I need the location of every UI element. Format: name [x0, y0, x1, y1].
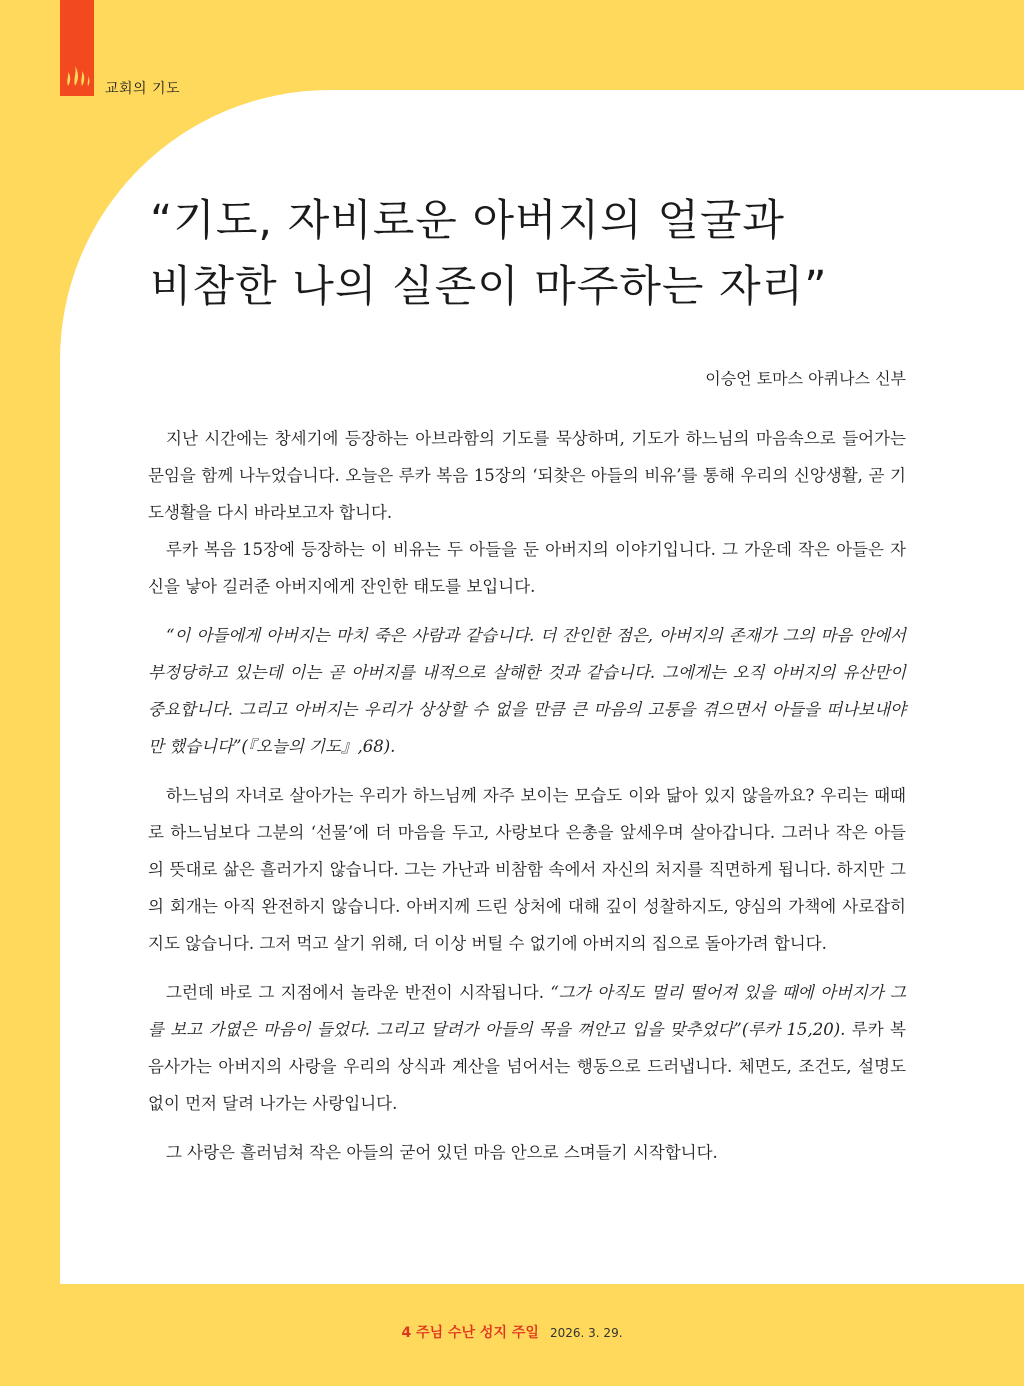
- title-line-1: “기도, 자비로운 아버지의 얼굴과: [150, 196, 785, 246]
- paragraph-3: 하느님의 자녀로 살아가는 우리가 하느님께 자주 보이는 모습도 이와 닮아 있지 않을까요? 우리는 때때로 하느님보다 그분의 ‘선물’에 더 마음을 두고, 사랑보다 은총을 앞세우며 살아갑니다. 그러나 작은 아들의 뜻대로 삶은 흘러가지 않습니다. 그는 가난과 비참함 속에서 자신의 처지를 직면하게 됩니다. 하지만 그의 회개는 아직 완전하지 않습니다. 아버지께 드린 상처에 대해 깊이 성찰하지도, 양심의 가책에 사로잡히지도 않습니다. 그저 먹고 살기 위해, 더 이상 버틸 수 없기에 아버지의 집으로 돌아가려 합니다.: [148, 786, 906, 953]
- paragraph-4: [148, 974, 906, 1122]
- paragraph-1: 지난 시간에는 창세기에 등장하는 아브라함의 기도를 묵상하며, 기도가 하느님의 마음속으로 들어가는 문임을 함께 나누었습니다. 오늘은 루카 복음 15장의 ‘되찾은 아들의 비유’를 통해 우리의 신앙생활, 곧 기도생활을 다시 바라보고자 합니다.: [148, 429, 906, 522]
- paragraph-2: 루카 복음 15장에 등장하는 이 비유는 두 아들을 둔 아버지의 이야기입니다. 그 가운데 작은 아들은 자신을 낳아 길러준 아버지에게 잔인한 태도를 보입니다.: [148, 540, 906, 596]
- article-body: [148, 420, 906, 1171]
- paragraph-4-intro: 그런데 바로 그 지점에서 놀라운 반전이 시작됩니다.: [166, 983, 551, 1002]
- author-byline: 이승언 토마스 아퀴나스 신부: [705, 369, 906, 388]
- block-quote: “이 아들에게 아버지는 마치 죽은 사람과 같습니다. 더 잔인한 점은, 아버지의 존재가 그의 마음 안에서 부정당하고 있는데 이는 곧 아버지를 내적으로 살해한 것과 같습니다. 그에게는 오직 아버지의 유산만이 중요합니다. 그리고 아버지는 우리가 상상할 수 없을 만큼 큰 마음의 고통을 겪으면서 아들을 떠나보내야만 했습니다”(『오늘의 기도』,68).: [148, 626, 906, 756]
- article-title: [150, 188, 970, 320]
- paragraph-4-quote: “그가 아직도 멀리 떨어져 있을 때에 아버지가 그를 보고 가엾은 마음이 들었다. 그리고 달려가 아들의 목을 껴안고 입을 맞추었다”(루카 15,20).: [148, 983, 906, 1039]
- section-tab: [60, 0, 94, 96]
- footer: [0, 1322, 1024, 1342]
- title-line-2: 비참한 나의 실존이 마주하는 자리”: [150, 262, 828, 312]
- paragraph-5: 그 사랑은 흘러넘쳐 작은 아들의 굳어 있던 마음 안으로 스며들기 시작합니다.: [166, 1143, 718, 1162]
- candle-flames-icon: [63, 62, 91, 88]
- section-label: 교회의 기도: [105, 81, 181, 97]
- liturgical-week: 4 주님 수난 성지 주일: [401, 1325, 539, 1341]
- paragraph-4-rest: 루카 복음사가는 아버지의 사랑을 우리의 상식과 계산을 넘어서는 행동으로 드러냅니다. 체면도, 조건도, 설명도 없이 먼저 달려 나가는 사랑입니다.: [148, 1020, 906, 1113]
- issue-date: 2026. 3. 29.: [550, 1326, 623, 1340]
